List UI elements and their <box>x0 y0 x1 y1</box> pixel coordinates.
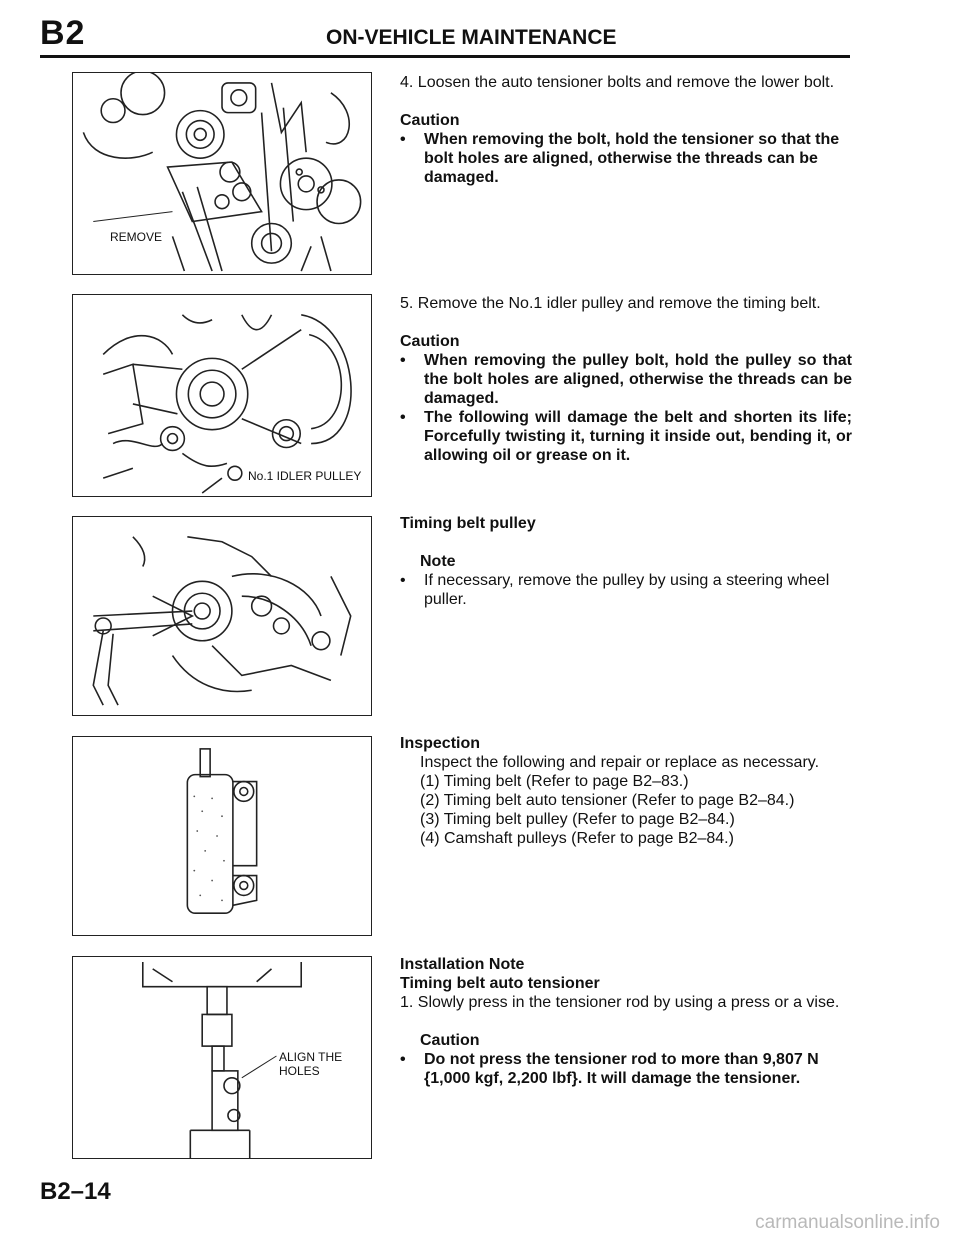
step-4-caution-heading: Caution <box>400 112 460 129</box>
page-title: ON-VEHICLE MAINTENANCE <box>326 26 617 49</box>
figure-remove-tensioner-bolt <box>72 72 372 275</box>
section-code: B2 <box>40 14 86 52</box>
watermark: carmanualsonline.info <box>755 1212 940 1233</box>
figure-label-remove: REMOVE <box>110 230 163 244</box>
installation-caution-item: • Do not press the tensioner rod to more than 9,807 N {1,000 kgf, 2,200 lbf}. It will damage the tensioner. <box>400 1050 852 1088</box>
timing-pulley-note-item: • If necessary, remove the pulley by using a steering wheel puller. <box>400 571 852 609</box>
figure-label-align-line2: HOLES <box>279 1064 320 1078</box>
pulley-puller-illustration-icon <box>73 517 371 715</box>
figure-label-align-line1: ALIGN THE <box>279 1050 343 1064</box>
inspection-item-4: (4) Camshaft pulleys (Refer to page B2–84.) <box>420 830 734 847</box>
auto-tensioner-illustration-icon <box>73 737 371 935</box>
step-5-block <box>400 294 852 465</box>
step-4-caution-item: • When removing the bolt, hold the tensioner so that the bolt holes are aligned, otherwise the threads can be damaged. <box>400 130 852 187</box>
step-5-caution-heading: Caution <box>400 333 460 350</box>
idler-pulley-illustration-icon <box>73 295 371 496</box>
figure-label-align-holes <box>278 1050 343 1078</box>
header-rule <box>40 55 850 58</box>
inspection-item-3: (3) Timing belt pulley (Refer to page B2–84.) <box>420 811 735 828</box>
installation-step-1: 1. Slowly press in the tensioner rod by using a press or a vise. <box>400 994 840 1011</box>
installation-caution-heading: Caution <box>420 1032 480 1049</box>
step-5-text: 5. Remove the No.1 idler pulley and remove the timing belt. <box>400 295 821 312</box>
figure-press-tensioner <box>72 956 372 1159</box>
installation-heading: Installation Note <box>400 956 525 973</box>
installation-block <box>400 955 852 1088</box>
step-5-caution-item-2: • The following will damage the belt and shorten its life; Forcefully twisting it, turning it inside out, bending it, or allowing oil or grease on it. <box>400 408 852 465</box>
inspection-intro: Inspect the following and repair or replace as necessary. <box>420 754 820 771</box>
step-5-caution-item-1: • When removing the pulley bolt, hold the pulley so that the bolt holes are aligned, otherwise the threads can be damaged. <box>400 351 852 408</box>
timing-pulley-block <box>400 514 852 609</box>
figure-label-idler-pulley: No.1 IDLER PULLEY <box>248 469 362 483</box>
inspection-heading: Inspection <box>400 735 481 752</box>
timing-pulley-note-heading: Note <box>420 553 456 570</box>
inspection-item-1: (1) Timing belt (Refer to page B2–83.) <box>420 773 689 790</box>
installation-subheading: Timing belt auto tensioner <box>400 975 600 992</box>
step-4-text: 4. Loosen the auto tensioner bolts and remove the lower bolt. <box>400 74 835 91</box>
figure-idler-pulley <box>72 294 372 497</box>
inspection-item-2: (2) Timing belt auto tensioner (Refer to page B2–84.) <box>420 792 795 809</box>
page-number: B2–14 <box>40 1178 111 1205</box>
timing-pulley-heading: Timing belt pulley <box>400 515 536 532</box>
figure-auto-tensioner <box>72 736 372 936</box>
figure-pulley-puller <box>72 516 372 716</box>
inspection-block <box>400 734 852 848</box>
step-4-block <box>400 73 852 187</box>
